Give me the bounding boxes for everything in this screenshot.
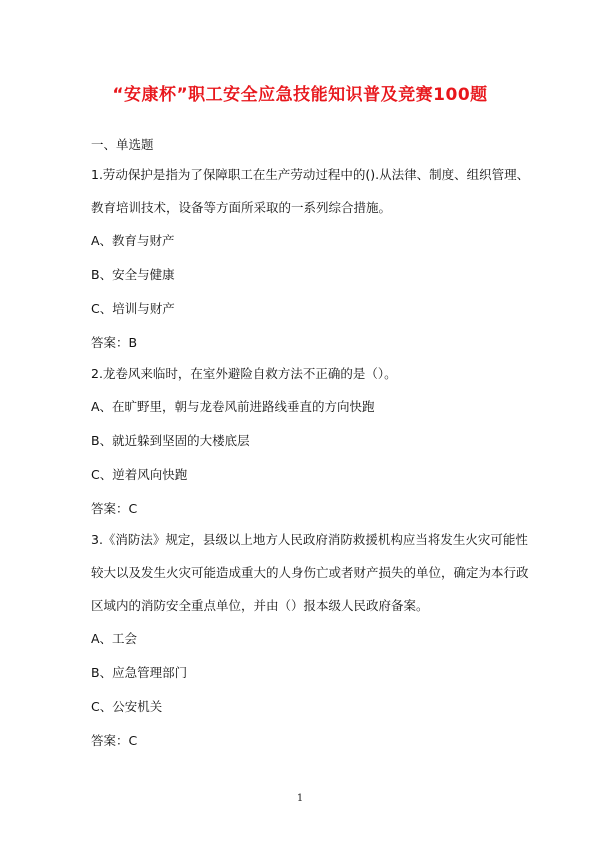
page-title: “安康杯”职工安全应急技能知识普及竞赛100题	[112, 85, 488, 105]
question-list	[91, 137, 531, 764]
section-heading: 一、单选题	[91, 137, 154, 152]
option-b: B、安全与健康	[91, 267, 175, 282]
page-number: 1	[296, 793, 304, 804]
option-c: C、逆着风向快跑	[91, 467, 188, 482]
option-c: C、公安机关	[91, 699, 163, 714]
option-b: B、应急管理部门	[91, 665, 188, 680]
question-stem-line: 较大以及发生火灾可能造成重大的人身伤亡或者财产损失的单位，确定为本行政	[91, 565, 529, 580]
question-stem-line: 2.龙卷风来临时，在室外避险自救方法不正确的是（）。	[91, 366, 397, 381]
answer-line: 答案：B	[91, 335, 138, 350]
question-stem-line: 3.《消防法》规定，县级以上地方人民政府消防救援机构应当将发生火灾可能性	[91, 532, 528, 547]
option-c: C、培训与财产	[91, 301, 175, 316]
option-a: A、在旷野里，朝与龙卷风前进路线垂直的方向快跑	[91, 399, 375, 414]
option-b: B、就近躲到坚固的大楼底层	[91, 433, 250, 448]
question-stem-line: 区域内的消防安全重点单位，并由（）报本级人民政府备案。	[91, 598, 429, 613]
question-2	[91, 366, 531, 517]
option-a: A、工会	[91, 631, 138, 646]
answer-line: 答案：C	[91, 733, 138, 748]
question-stem-line: 教育培训技术，设备等方面所采取的一系列综合措施。	[91, 200, 392, 215]
question-3	[91, 532, 531, 749]
question-1	[91, 167, 531, 351]
option-a: A、教育与财产	[91, 233, 175, 248]
answer-line: 答案：C	[91, 501, 138, 516]
question-stem-line: 1.劳动保护是指为了保障职工在生产劳动过程中的().从法律、制度、组织管理、	[91, 167, 530, 182]
